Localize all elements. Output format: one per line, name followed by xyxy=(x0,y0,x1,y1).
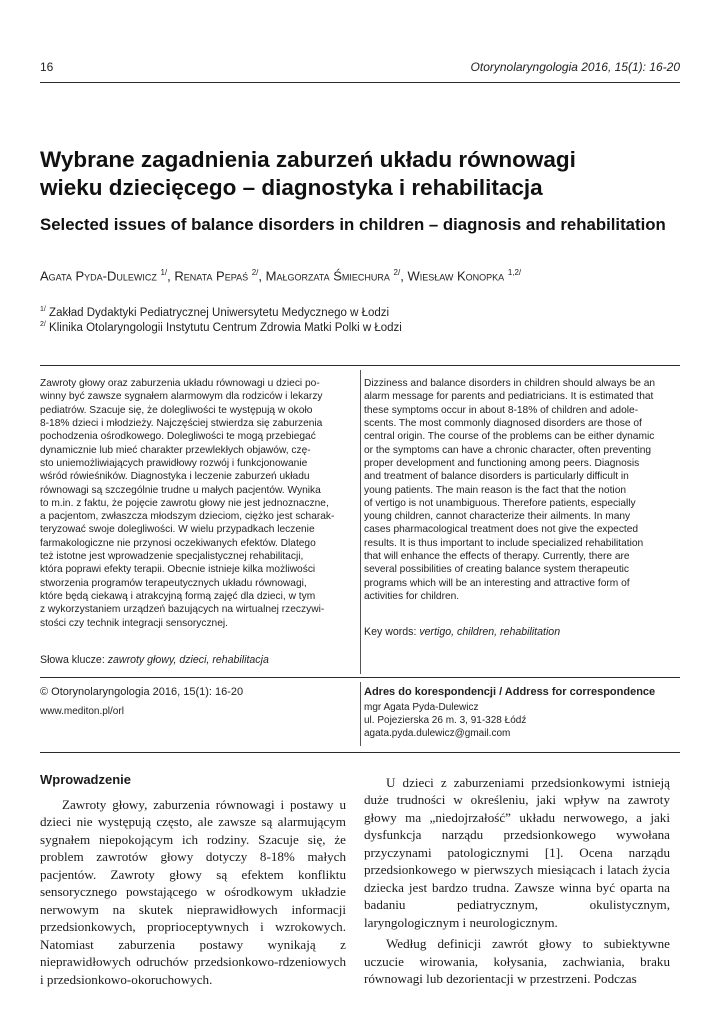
keywords-value: zawroty głowy, dzieci, rehabilitacja xyxy=(104,654,269,666)
abstract-line: stości czy technik integracji sensorycznej. xyxy=(40,617,228,629)
body-top-rule xyxy=(40,752,680,753)
body-paragraph: Zawroty głowy, zaburzenia równowagi i postawy u dzieci nie występują często, ale zawsze są alarmującym sygnałem niepokojącym ich rodziny. Szacuje się, że problem zawrotów głowy dotyczy 8-18% małych pacjentów. Zawroty głowy są efektem konfliktu sensorycznego powstającego w ośrodkowym układzie nerwowym na skutek nieprawidłowych informacji przedsionkowych, proprioceptywnych i wzrokowych. Natomiast zaburzenia postawy wynikają z nieprawidłowych odruchów przedsionkowo-rdzeniowych i przedsionkowo-okoruchowych. xyxy=(40,797,346,987)
abstract-line: też istotne jest wprowadzenie specjalistycznej rehabilitacji, xyxy=(40,551,304,563)
author-separator: , xyxy=(258,268,266,284)
abstract-line: stworzenia programów terapeutycznych układu równowagi, xyxy=(40,577,307,589)
abstract-line: programs which will be an interesting and attractive form of xyxy=(364,577,630,589)
body-paragraph: Według definicji zawrót głowy to subiektywne uczucie wirowania, kołysania, zachwiania, braku równowagi lub dezorientacji w przestrzeni. Podczas xyxy=(364,936,670,986)
author-affiliation-mark: 2/ xyxy=(251,268,259,277)
title-polish-line-2: wieku dziecięcego – diagnostyka i rehabilitacja xyxy=(40,175,543,200)
abstract-line: scents. The most commonly diagnosed disorders are those of xyxy=(364,417,642,429)
journal-url-link[interactable]: www.mediton.pl/orl xyxy=(40,706,124,717)
abstract-line: to m.in. z faktu, że pojęcie zawrotu głowy nie jest jednoznaczne, xyxy=(40,497,329,509)
author-affiliation-mark: 1/ xyxy=(160,268,168,277)
abstract-line: young children, cannot characterize their ailments. In many xyxy=(364,511,631,523)
affiliation-1 xyxy=(40,306,700,319)
keywords-label: Słowa klucze: xyxy=(40,654,105,666)
keywords-label: Key words: xyxy=(364,626,417,638)
abstract-line: 8-18% dzieci i młodzieży. Najczęściej stwierdza się zaburzenia xyxy=(40,417,323,429)
author-separator: , xyxy=(400,268,408,284)
author-separator: , xyxy=(167,268,175,284)
author-affiliation-mark: 2/ xyxy=(393,268,401,277)
abstract-line: of vertigo is not unambiguous. Therefore patients, especially xyxy=(364,497,636,509)
abstract-line: results. It is thus important to include specialized rehabilitation xyxy=(364,537,644,549)
author-name: Wiesław Konopka xyxy=(407,268,505,284)
author-name: Małgorzata Śmiechura xyxy=(265,268,390,284)
abstract-line: która poprawi efekty terapii. Obecnie istnieje kilka możliwości xyxy=(40,564,316,576)
author-list xyxy=(40,268,700,283)
abstract-line: wśród rówieśników. Diagnostyka i leczenie zaburzeń układu xyxy=(40,471,310,483)
keywords-english xyxy=(364,626,560,638)
abstract-line: Zawroty głowy oraz zaburzenia układu równowagi u dzieci po- xyxy=(40,378,320,389)
abstract-line: pochodzenia ośrodkowego. Dolegliwości te mogą przebiegać xyxy=(40,431,316,443)
abstract-line: dynamicznie lub mieć charakter przewlekłych objawów, czę- xyxy=(40,444,311,456)
page-number: 16 xyxy=(40,60,54,74)
abstract-line: a pacjentom, zwłaszcza młodszym dzieciom, ciężko jest scharak- xyxy=(40,511,335,523)
abstract-line: z wykorzystaniem urządzeń bazujących na wirtualnej rzeczywi- xyxy=(40,604,325,616)
abstract-line: pediatrów. Szacuje się, że dolegliwości te występują w około xyxy=(40,404,313,416)
abstract-line: these symptoms occur in about 8-18% of children and adole- xyxy=(364,404,639,416)
abstract-top-rule xyxy=(40,365,680,366)
abstract-line: sto uniemożliwiających prawidłowy rozwój i funkcjonowanie xyxy=(40,457,308,469)
affiliation-mark: 1/ xyxy=(40,306,46,313)
correspondence-address: ul. Pojezierska 26 m. 3, 91-328 Łódź xyxy=(364,715,527,726)
abstract-polish xyxy=(40,377,355,630)
footer-column-divider xyxy=(360,682,361,746)
abstract-line: Dizziness and balance disorders in children should always be an xyxy=(364,378,656,389)
abstract-line: alarm message for parents and pediatricians. It is estimated that xyxy=(364,391,654,403)
author-name: Agata Pyda-Dulewicz xyxy=(40,268,157,284)
affiliation-text: Zakład Dydaktyki Pediatrycznej Uniwersytetu Medycznego w Łodzi xyxy=(45,306,390,319)
correspondence-email-link[interactable]: agata.pyda.dulewicz@gmail.com xyxy=(364,728,511,739)
keywords-value: vertigo, children, rehabilitation xyxy=(416,626,561,638)
abstract-line: that will enhance the effects of therapy. Currently, there are xyxy=(364,551,630,563)
affiliation-2 xyxy=(40,321,700,334)
abstract-bottom-rule xyxy=(40,677,680,678)
correspondence-name: mgr Agata Pyda-Dulewicz xyxy=(364,702,479,713)
abstract-line: proper development and functioning among peers. Diagnosis xyxy=(364,457,640,469)
affiliation-mark: 2/ xyxy=(40,321,46,328)
article-title-polish xyxy=(40,146,690,202)
abstract-line: cases pharmacological treatment does not give the expected xyxy=(364,524,639,536)
body-column-right xyxy=(364,774,670,987)
title-polish-line-1: Wybrane zagadnienia zaburzeń układu równowagi xyxy=(40,147,576,172)
abstract-english xyxy=(364,377,686,603)
abstract-line: równowagi są szczególnie trudne u małych pacjentów. Wynika xyxy=(40,484,321,496)
author-name: Renata Pepaś xyxy=(174,268,249,284)
affiliation-text: Klinika Otolaryngologii Instytutu Centrum Zdrowia Matki Polki w Łodzi xyxy=(45,321,402,334)
abstract-line: farmakologiczne nie przynosi oczekiwanych efektów. Dlatego xyxy=(40,537,316,549)
journal-citation: Otorynolaryngologia 2016, 15(1): 16-20 xyxy=(470,60,680,74)
abstract-line: and treatment of balance disorders is particularly difficult in xyxy=(364,471,629,483)
abstract-line: young patients. The main reason is the fact that the notion xyxy=(364,484,627,496)
abstract-column-divider xyxy=(360,370,361,674)
abstract-line: które będą ciekawą i atrakcyjną formą zajęć dla dzieci, w tym xyxy=(40,591,316,602)
section-heading-introduction: Wprowadzenie xyxy=(40,772,132,787)
correspondence-label: Adres do korespondencji / Address for correspondence xyxy=(364,686,656,698)
copyright-line: © Otorynolaryngologia 2016, 15(1): 16-20 xyxy=(40,686,244,698)
body-paragraph: U dzieci z zaburzeniami przedsionkowymi istnieją duże trudności w określeniu, jaki wpływ na zawroty głowy ma „niedojrzałość” układu nerwowego, a jaki dysfunkcja narządu przedsionkowego wywołana przyczynami patologicznymi [1]. Ocena narządu przedsionkowego w pierwszych miesiącach i latach życia dziecka jest bardzo trudna. Zawsze winna być oparta na badaniu pediatrycznym, okulistycznym, laryngologicznym i neurologicznym. xyxy=(364,775,670,930)
abstract-line: several possibilities of creating balance system therapeutic xyxy=(364,564,630,576)
author-affiliation-mark: 1,2/ xyxy=(507,268,522,277)
body-column-left xyxy=(40,796,346,988)
abstract-line: central origin. The course of the problems can be either dynamic xyxy=(364,431,655,443)
header-rule xyxy=(40,82,680,83)
keywords-polish xyxy=(40,654,269,666)
article-title-english: Selected issues of balance disorders in children – diagnosis and rehabilitation xyxy=(40,215,666,234)
abstract-line: or the symptoms can have a chronic character, often preventing xyxy=(364,444,652,456)
abstract-line: teryzować swoje dolegliwości. W wielu przypadkach leczenie xyxy=(40,524,315,536)
abstract-line: activities for children. xyxy=(364,591,460,602)
running-header xyxy=(40,60,680,80)
abstract-line: winny być zawsze sygnałem alarmowym dla rodziców i lekarzy xyxy=(40,391,323,403)
